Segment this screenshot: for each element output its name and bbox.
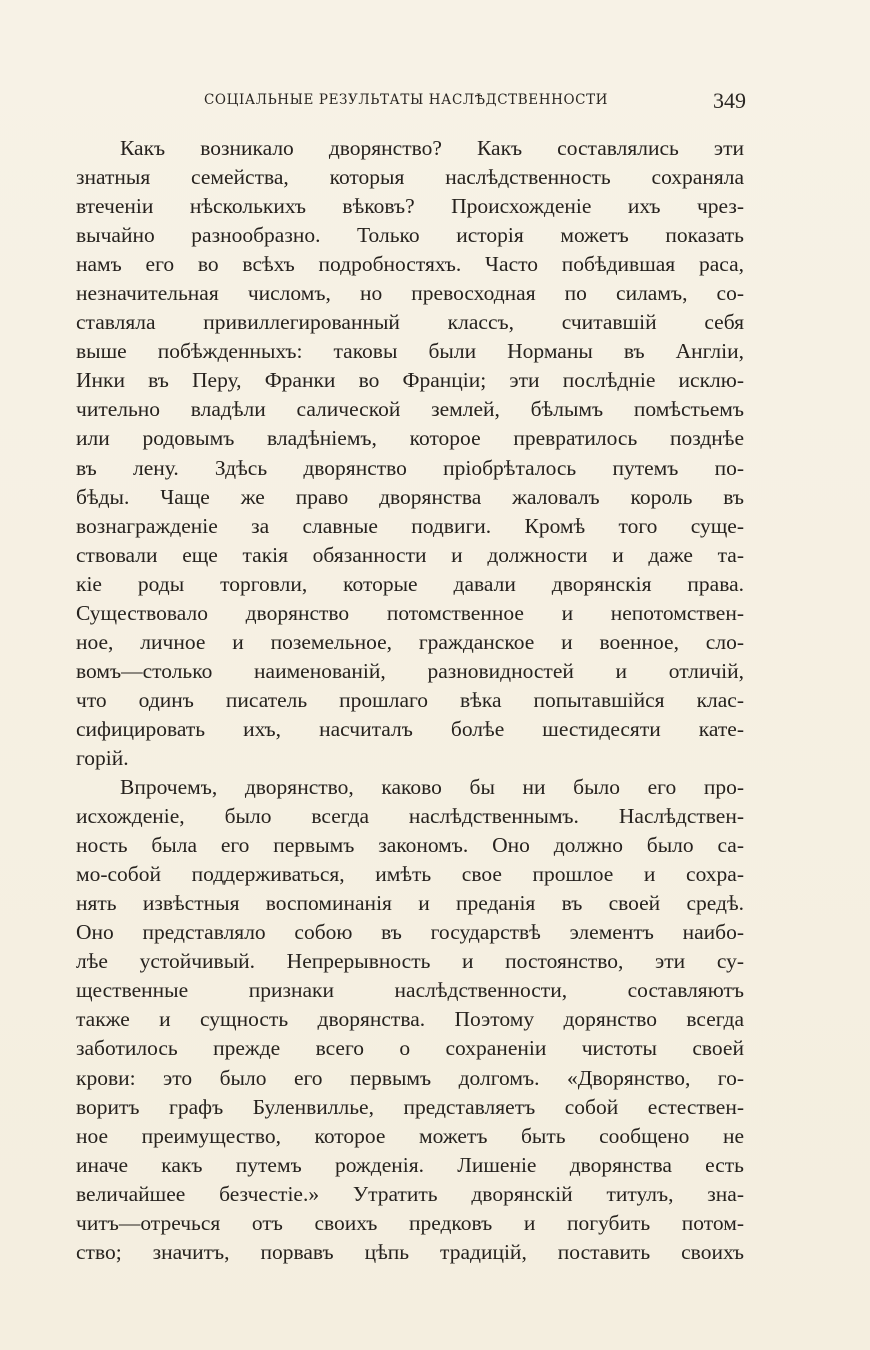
text-line: лѣе устойчивый. Непрерывность и постоянство, эти су- <box>76 949 744 974</box>
text-line: втеченіи нѣсколькихъ вѣковъ? Происхожденіе ихъ чрез- <box>76 194 744 219</box>
text-line: Инки въ Перу, Франки во Франціи; эти послѣдніе исклю- <box>76 368 744 393</box>
text-line: незначительная числомъ, но превосходная по силамъ, со- <box>76 281 744 306</box>
text-line: ное, личное и поземельное, гражданское и военное, сло- <box>76 629 744 654</box>
text-line: ное преимущество, которое можетъ быть сообщено не <box>76 1123 744 1148</box>
text-line: вычайно разнообразно. Только исторія можетъ показать <box>76 223 744 248</box>
text-line: вомъ—столько наименованій, разновидностей и отличій, <box>76 658 744 683</box>
text-line: нять извѣстныя воспоминанія и преданія въ своей средѣ. <box>76 891 744 916</box>
text-line: читъ—отречься отъ своихъ предковъ и погубить потом- <box>76 1210 744 1235</box>
text-line: намъ его во всѣхъ подробностяхъ. Часто побѣдившая раса, <box>76 252 744 277</box>
text-line: Впрочемъ, дворянство, каково бы ни было его про- <box>120 775 744 800</box>
text-line: чительно владѣли салической землей, бѣлымъ помѣстьемъ <box>76 397 744 422</box>
text-line: также и сущность дворянства. Поэтому дорянство всегда <box>76 1007 744 1032</box>
text-line: иначе какъ путемъ рожденія. Лишеніе дворянства есть <box>76 1152 744 1177</box>
text-line: Какъ возникало дворянство? Какъ составлялись эти <box>120 136 744 160</box>
text-line: исхожденіе, было всегда наслѣдственнымъ. Наслѣдствен- <box>76 804 744 829</box>
text-line: крови: это было его первымъ долгомъ. «Дворянство, го- <box>76 1065 744 1090</box>
text-line: знатныя семейства, которыя наслѣдственность сохраняла <box>76 165 744 190</box>
text-line: что одинъ писатель прошлаго вѣка попытавшійся клас- <box>76 687 744 712</box>
text-line: щественные признаки наслѣдственности, составляютъ <box>76 978 744 1003</box>
text-line: заботилось прежде всего о сохраненіи чистоты своей <box>76 1036 744 1061</box>
text-line: ность была его первымъ закономъ. Оно должно было са- <box>76 833 744 858</box>
body-text <box>76 134 744 1267</box>
text-line: ство; значитъ, порвавъ цѣпь традицій, поставить своихъ <box>76 1239 744 1264</box>
text-line: горій. <box>76 745 129 770</box>
text-line: вознагражденіе за славные подвиги. Кромѣ того суще- <box>76 513 744 538</box>
text-line: сифицировать ихъ, насчиталъ болѣе шестидесяти кате- <box>76 716 744 741</box>
page-number: 349 <box>713 88 746 113</box>
running-title: СОЦІАЛЬНЫЕ РЕЗУЛЬТАТЫ НАСЛѢДСТВЕННОСТИ <box>204 92 609 108</box>
text-line: ствовали еще такія обязанности и должности и даже та- <box>76 542 744 567</box>
text-line: величайшее безчестіе.» Утратить дворянскій титулъ, зна- <box>76 1181 744 1206</box>
text-line: кіе роды торговли, которые давали дворянскія права. <box>76 571 744 596</box>
running-header <box>76 88 746 112</box>
text-line: Существовало дворянство потомственное и непотомствен- <box>76 600 744 625</box>
text-line: мо-собой поддерживаться, имѣть свое прошлое и сохра- <box>76 862 744 887</box>
text-line: воритъ графъ Буленвилльe, представляетъ собой естествен- <box>76 1094 744 1119</box>
text-line: выше побѣжденныхъ: таковы были Норманы въ Англіи, <box>76 339 744 364</box>
text-line: или родовымъ владѣніемъ, которое превратилось позднѣе <box>76 426 744 451</box>
text-line: ставляла привиллегированный классъ, считавшій себя <box>76 310 744 335</box>
text-line: Оно представляло собою въ государствѣ элементъ наибо- <box>76 920 744 945</box>
text-line: бѣды. Чаще же право дворянства жаловалъ король въ <box>76 484 744 509</box>
text-line: въ лену. Здѣсь дворянство пріобрѣталось путемъ по- <box>76 455 744 480</box>
